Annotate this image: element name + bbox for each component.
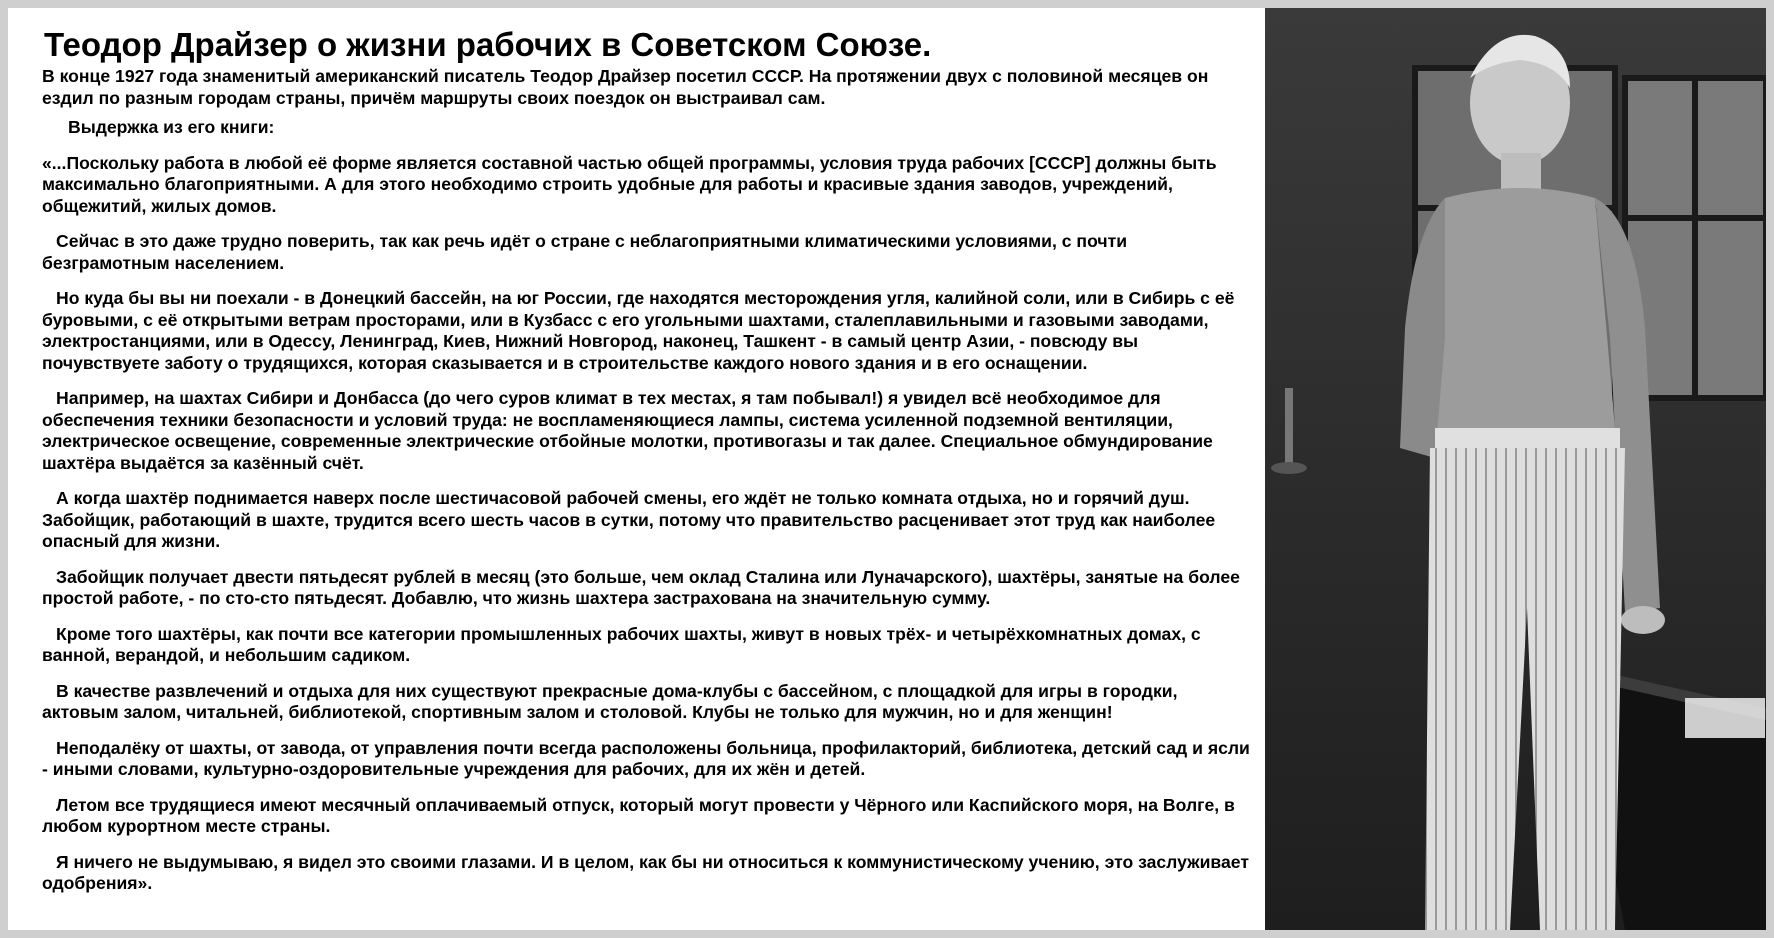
paragraph-7: Кроме того шахтёры, как почти все категории промышленных рабочих шахты, живут в новых трёх- и четырёхкомнатных домах, с ванной, верандой, и небольшим садиком. <box>42 623 1201 665</box>
intro-paragraph: В конце 1927 года знаменитый американский писатель Теодор Драйзер посетил СССР. На протяжении двух с половиной месяцев он ездил по разным городам страны, причём маршруты своих поездок он выстраивал сам. <box>42 66 1209 108</box>
paragraph-8: В качестве развлечений и отдыха для них существуют прекрасные дома-клубы с бассейном, с площадкой для игры в городки, актовым залом, читальней, библиотекой, спортивным залом и столовой. Клубы не только для мужчин, но и для женщин! <box>42 680 1178 722</box>
paragraph-4: Например, на шахтах Сибири и Донбасса (до чего суров климат в тех местах, я там побывал!) я увидел всё необходимое для обеспечения техники безопасности и условий труда: не воспламеняющиеся лампы, система усиленной подземной вентиляции, электрическое освещение, современные электрические отбойные молотки, противогазы и так далее. Специальное обмундирование шахтёра выдаётся за казённый счёт. <box>42 388 1213 473</box>
article-text <box>8 8 1263 930</box>
quote-subheading: Выдержка из его книги: <box>68 117 275 137</box>
paragraph-5: А когда шахтёр поднимается наверх после шестичасовой рабочей смены, его ждёт не только комната отдыха, но и горячий душ. Забойщик, работающий в шахте, трудится всего шесть часов в сутки, потому что правительство расценивает этот труд как наиболее опасный для жизни. <box>42 488 1216 551</box>
article-title: Теодор Драйзер о жизни рабочих в Советском Союзе. <box>44 26 932 63</box>
paragraph-10: Летом все трудящиеся имеют месячный оплачиваемый отпуск, который могут провести у Чёрного или Каспийского моря, на Волге, в любом курортном месте страны. <box>42 794 1235 836</box>
paragraph-6: Забойщик получает двести пятьдесят рублей в месяц (это больше, чем оклад Сталина или Луначарского), шахтёры, занятые на более простой работе, - по сто-сто пятьдесят. Добавлю, что жизнь шахтера застрахована на значительную сумму. <box>42 566 1240 608</box>
portrait-illustration <box>1265 8 1766 930</box>
paragraph-9: Неподалёку от шахты, от завода, от управления почти всегда расположены больница, профилакторий, библиотека, детский сад и ясли - иными словами, культурно-оздоровительные учреждения для рабочих, для их жён и детей. <box>42 737 1250 779</box>
paragraph-3: Но куда бы вы ни поехали - в Донецкий бассейн, на юг России, где находятся месторождения угля, калийной соли, или в Сибирь с её буровыми, с её открытыми ветрам просторами, или в Кузбасс с его угольными шахтами, сталеплавильными и газовыми заводами, электростанциями, или в Одессу, Ленинград, Киев, Нижний Новгород, наконец, Ташкент - в самый центр Азии, - повсюду вы почувствуете заботу о трудящихся, которая сказывается и в строительстве каждого нового здания и в его оснащении. <box>42 288 1235 373</box>
paragraph-1: «...Поскольку работа в любой её форме является составной частью общей программы, условия труда рабочих [СССР] должны быть максимально благоприятными. А для этого необходимо строить удобные для работы и красивые здания заводов, учреждений, общежитий, жилых домов. <box>42 152 1217 216</box>
paragraph-2: Сейчас в это даже трудно поверить, так как речь идёт о стране с неблагоприятными климатическими условиями, с почти безграмотным населением. <box>42 231 1128 273</box>
page-frame <box>8 8 1766 930</box>
paragraph-11: Я ничего не выдумываю, я видел это своими глазами. И в целом, как бы ни относиться к коммунистическому учению, это заслуживает одобрения». <box>42 851 1249 893</box>
portrait-photo <box>1265 8 1766 930</box>
